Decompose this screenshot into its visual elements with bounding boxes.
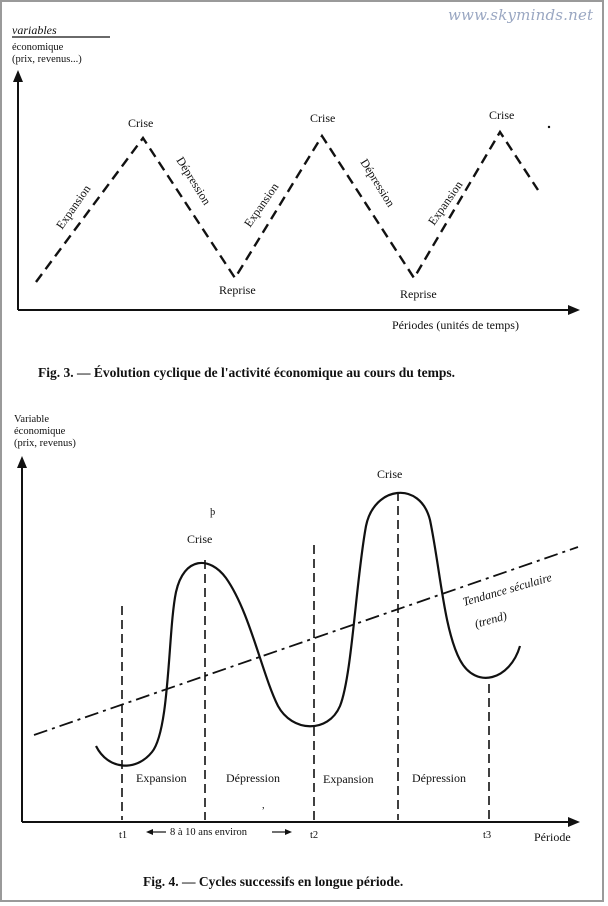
- fig3-crisis-label-2: Crise: [310, 111, 336, 125]
- fig3-depression-label-2: Dépression: [357, 156, 398, 210]
- fig4-interval-label: 8 à 10 ans environ: [170, 827, 247, 838]
- fig4-interval-arrow-left-head: [146, 829, 153, 835]
- fig3-xlabel: Périodes (unités de temps): [392, 318, 519, 332]
- fig4-crisis-label-2: Crise: [377, 467, 403, 481]
- fig4-phase-label-2: Dépression: [226, 771, 280, 785]
- fig3-depression-label-1: Dépression: [173, 154, 214, 208]
- fig4-cycle-curve: [96, 493, 520, 766]
- fig4-caption: Fig. 4. — Cycles successifs en longue période.: [143, 874, 404, 889]
- fig3-crisis-label-3: Crise: [489, 108, 515, 122]
- fig4-interval-arrow-right-head: [285, 829, 292, 835]
- fig4-ylabel-line1: Variable: [14, 414, 49, 425]
- fig4-time-marker-t3: t3: [483, 830, 492, 841]
- fig4-phase-label-4: Dépression: [412, 771, 466, 785]
- fig4-ylabel-line2: économique: [14, 426, 66, 437]
- fig4-trend-label-line2: (trend): [472, 608, 509, 631]
- fig4-xlabel: Période: [534, 830, 571, 844]
- fig3-cycle-line: [36, 132, 538, 282]
- fig3-ylabel-line1: variables: [12, 23, 57, 37]
- fig4-trend-line: [34, 547, 578, 735]
- fig3-diagram: [12, 23, 580, 380]
- fig4-x-axis-arrow: [568, 817, 580, 827]
- watermark-text: www.skyminds.net: [448, 6, 594, 24]
- fig3-stray-dot: [548, 126, 550, 128]
- fig3-expansion-label-2: Expansion: [240, 180, 282, 230]
- fig3-expansion-label-3: Expansion: [424, 178, 466, 228]
- fig4-phase-label-3: Expansion: [323, 772, 374, 786]
- fig3-caption: Fig. 3. — Évolution cyclique de l'activité économique au cours du temps.: [38, 365, 455, 380]
- fig3-ylabel-line3: (prix, revenus...): [12, 54, 82, 65]
- fig3-crisis-label-1: Crise: [128, 116, 154, 130]
- fig4-ylabel-line3: (prix, revenus): [14, 438, 76, 449]
- fig4-phase-label-1: Expansion: [136, 771, 187, 785]
- fig3-x-axis-arrow: [568, 305, 580, 315]
- fig3-recovery-label-1: Reprise: [219, 283, 256, 297]
- fig3-ylabel-line2: économique: [12, 42, 64, 53]
- fig4-time-marker-t2: t2: [310, 830, 319, 841]
- fig4-crisis-label-1: Crise: [187, 532, 213, 546]
- fig4-tick-mark: ,: [262, 800, 265, 811]
- fig3-recovery-label-2: Reprise: [400, 287, 437, 301]
- fig4-diagram: [14, 414, 580, 889]
- fig3-y-axis-arrow: [13, 70, 23, 82]
- fig4-trend-label-line1: Tendance séculaire: [460, 570, 554, 609]
- fig3-expansion-label-1: Expansion: [52, 182, 94, 232]
- fig4-stray-mark: þ: [210, 507, 216, 518]
- fig4-y-axis-arrow: [17, 456, 27, 468]
- fig4-time-marker-t1: t1: [119, 830, 128, 841]
